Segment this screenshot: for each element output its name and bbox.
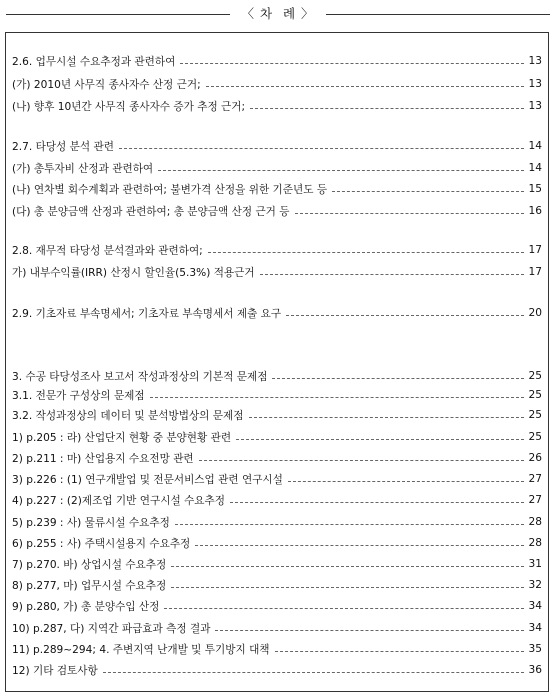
toc-entry-label: (나) 연차별 회수계획과 관련하여; 불변가격 산정을 위한 기준년도 등	[12, 183, 328, 196]
toc-entry-label: 8) p.277, 마) 업무시설 수요추정	[12, 579, 167, 592]
toc-leader	[288, 481, 524, 482]
toc-entry	[12, 493, 542, 507]
toc-entry	[12, 515, 542, 529]
toc-entry-page: 25	[528, 431, 542, 443]
toc-entry	[12, 621, 542, 635]
toc-leader	[286, 315, 523, 316]
header-rule-right	[326, 14, 550, 15]
toc-leader	[195, 545, 523, 546]
toc-entry-page: 34	[528, 622, 542, 634]
toc-entry-page: 27	[528, 494, 542, 506]
toc-entry-label: 3. 수공 타당성조사 보고서 작성과정상의 기본적 문제점	[12, 370, 268, 383]
toc-leader	[171, 587, 523, 588]
toc-entry-label: 7) p.270. 바) 상업시설 수요추정	[12, 558, 167, 571]
toc-entry-label: 12) 기타 검토사항	[12, 664, 98, 677]
toc-entry-label: 2.6. 업무시설 수요추정과 관련하여	[12, 55, 176, 68]
toc-leader	[295, 213, 524, 214]
toc-leader	[215, 630, 523, 631]
toc-frame	[5, 32, 549, 692]
toc-leader	[272, 378, 523, 379]
toc-entry-label: 6) p.255 : 사) 주택시설용지 수요추정	[12, 537, 191, 550]
toc-entry-label: 2.9. 기초자료 부속명세서; 기초자료 부속명세서 제출 요구	[12, 307, 282, 320]
toc-entry	[12, 139, 542, 153]
toc-entry	[12, 265, 542, 279]
toc-entry-label: 10) p.287, 다) 지역간 파급효과 측정 결과	[12, 622, 211, 635]
toc-leader	[206, 86, 524, 87]
toc-entry	[12, 77, 542, 91]
toc-leader	[249, 417, 524, 418]
toc-entry-page: 13	[528, 100, 542, 112]
toc-entry-page: 15	[528, 183, 542, 195]
toc-entry	[12, 451, 542, 465]
toc-entry-page: 13	[528, 55, 542, 67]
toc-title: 〈 차 례 〉	[241, 6, 315, 21]
toc-entry-label: 3.2. 작성과정상의 데이터 및 분석방법상의 문제점	[12, 409, 244, 422]
toc-entry-page: 34	[528, 600, 542, 612]
toc-entry-page: 17	[528, 244, 542, 256]
toc-entry	[12, 388, 542, 402]
toc-entry-page: 35	[528, 643, 542, 655]
toc-entry-label: 2) p.211 : 마) 산업용지 수요전망 관련	[12, 452, 194, 465]
toc-entry-label: (나) 향후 10년간 사무직 종사자수 증가 추정 근거;	[12, 100, 246, 113]
toc-entry-page: 25	[528, 370, 542, 382]
toc-leader	[275, 651, 524, 652]
toc-entry-label: (다) 총 분양금액 산정과 관련하여; 총 분양금액 산정 근거 등	[12, 205, 290, 218]
toc-entry	[12, 536, 542, 550]
toc-entry	[12, 472, 542, 486]
toc-entry-label: (가) 2010년 사무직 종사자수 산정 근거;	[12, 78, 201, 91]
toc-leader	[158, 170, 523, 171]
toc-entry	[12, 182, 542, 196]
toc-entry-page: 28	[528, 516, 542, 528]
toc-leader	[180, 63, 523, 64]
toc-entry	[12, 161, 542, 175]
toc-leader	[150, 397, 524, 398]
toc-entry-page: 26	[528, 452, 542, 464]
toc-entry-label: 11) p.289~294; 4. 주변지역 난개발 및 투기방지 대책	[12, 643, 270, 656]
toc-leader	[171, 566, 523, 567]
toc-entry-label: 4) p.227 : (2)제조업 기반 연구시설 수요추정	[12, 494, 226, 507]
toc-entry-page: 17	[528, 266, 542, 278]
toc-entry-page: 31	[528, 558, 542, 570]
toc-entry	[12, 369, 542, 383]
toc-entry-label: 2.8. 재무적 타당성 분석결과와 관련하여;	[12, 244, 203, 257]
toc-leader	[175, 524, 524, 525]
toc-entry	[12, 54, 542, 68]
toc-entry-page: 32	[528, 579, 542, 591]
toc-entry	[12, 204, 542, 218]
toc-leader	[230, 502, 524, 503]
toc-leader	[260, 274, 524, 275]
toc-entry-label: 3.1. 전문가 구성상의 문제점	[12, 389, 145, 402]
toc-entry	[12, 306, 542, 320]
toc-header	[0, 4, 556, 24]
toc-entry	[12, 663, 542, 677]
toc-leader	[164, 608, 523, 609]
toc-entry-page: 14	[528, 162, 542, 174]
toc-entry-label: (가) 총투자비 산정과 관련하여	[12, 162, 154, 175]
toc-leader	[236, 439, 523, 440]
toc-entry-label: 가) 내부수익률(IRR) 산정시 할인율(5.3%) 적용근거	[12, 266, 255, 279]
toc-entry-page: 14	[528, 140, 542, 152]
toc-entry-label: 9) p.280, 가) 총 분양수입 산정	[12, 600, 160, 613]
toc-entry-page: 20	[528, 307, 542, 319]
toc-entry	[12, 642, 542, 656]
toc-entry	[12, 408, 542, 422]
toc-entry-page: 16	[528, 205, 542, 217]
toc-entry	[12, 243, 542, 257]
toc-entry-page: 27	[528, 473, 542, 485]
toc-entry-page: 25	[528, 389, 542, 401]
toc-entry-label: 1) p.205 : 라) 산업단지 현황 중 분양현황 관련	[12, 431, 232, 444]
toc-entry	[12, 599, 542, 613]
toc-entry	[12, 578, 542, 592]
toc-leader	[250, 108, 523, 109]
toc-entry	[12, 430, 542, 444]
toc-leader	[119, 148, 524, 149]
toc-entry-page: 13	[528, 78, 542, 90]
toc-leader	[103, 672, 524, 673]
toc-entry-label: 5) p.239 : 사) 물류시설 수요추정	[12, 516, 170, 529]
toc-entry	[12, 557, 542, 571]
toc-entry-label: 2.7. 타당성 분석 관련	[12, 140, 114, 153]
toc-entry-label: 3) p.226 : (1) 연구개발업 및 전문서비스업 관련 연구시설	[12, 473, 283, 486]
header-rule-left	[6, 14, 230, 15]
toc-entry-page: 28	[528, 537, 542, 549]
toc-leader	[332, 191, 523, 192]
toc-leader	[199, 460, 524, 461]
toc-leader	[208, 252, 524, 253]
toc-entry-page: 36	[528, 664, 542, 676]
toc-entry	[12, 99, 542, 113]
toc-entry-page: 25	[528, 409, 542, 421]
